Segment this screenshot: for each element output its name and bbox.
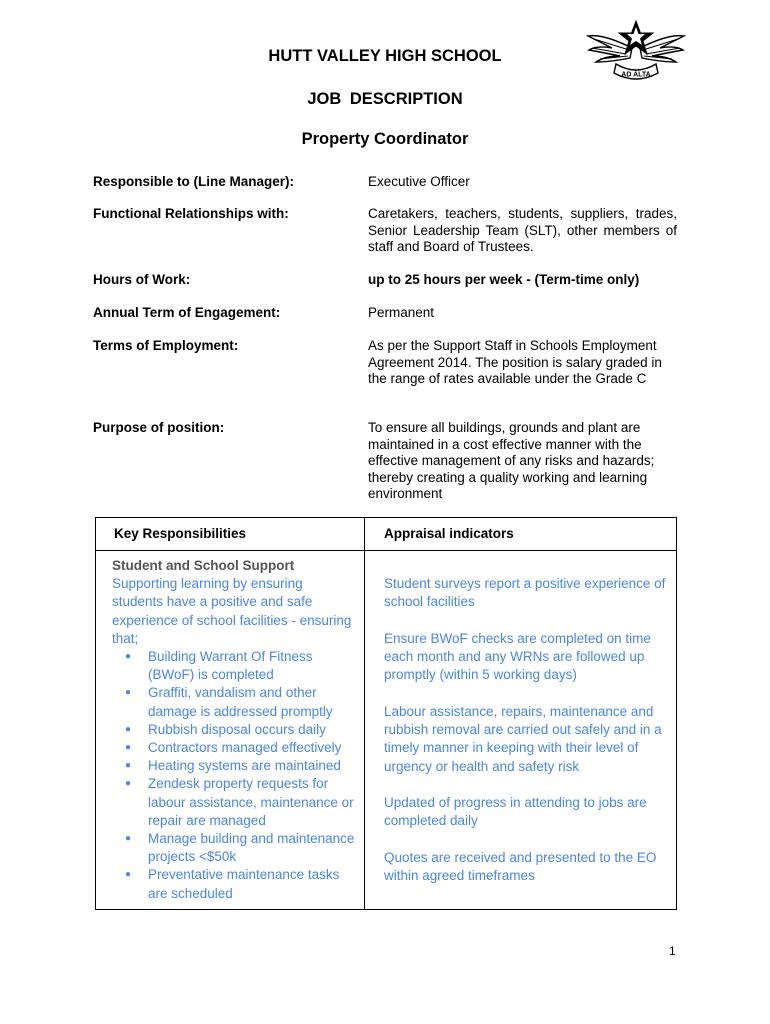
- logo-motto: AD ALTA: [621, 71, 651, 79]
- section-title: Student and School Support: [112, 558, 295, 573]
- term-of-engagement-label: Annual Term of Engagement:: [93, 305, 281, 320]
- list-item: ● Contractors managed effectively: [112, 739, 357, 757]
- terms-of-employment-value: As per the Support Staff in Schools Employment Agreement 2014. The position is salary graded in the range of rates available under the Grade C: [368, 338, 662, 386]
- list-item: ● Building Warrant Of Fitness (BWoF) is completed: [112, 648, 357, 684]
- indicator-item: Ensure BWoF checks are completed on time each month and any WRNs are followed up promptly (within 5 working days): [384, 631, 651, 683]
- table-header-divider: [96, 550, 676, 551]
- list-item: ● Zendesk property requests for labour assistance, maintenance or repair are managed: [112, 775, 357, 830]
- functional-relationships-value: Caretakers, teachers, students, suppliers, trades, Senior Leadership Team (SLT), other members of staff and Board of Trustees.: [368, 206, 677, 254]
- list-item: ● Rubbish disposal occurs daily: [112, 721, 357, 739]
- role-title: Property Coordinator: [301, 130, 469, 148]
- page-number: 1: [669, 944, 676, 958]
- indicator-item: Updated of progress in attending to jobs are completed daily: [384, 795, 647, 829]
- purpose-value: To ensure all buildings, grounds and plant are maintained in a cost effective manner with the effective management of any risks and hazards; thereby creating a quality working and learning environment: [368, 420, 655, 501]
- section-intro: Supporting learning by ensuring students have a positive and safe experience of school facilities - ensuring that;: [112, 576, 352, 646]
- school-name: HUTT VALLEY HIGH SCHOOL: [268, 47, 502, 65]
- purpose-label: Purpose of position:: [93, 420, 225, 435]
- functional-relationships-label: Functional Relationships with:: [93, 206, 289, 221]
- term-of-engagement-value: Permanent: [368, 305, 435, 320]
- list-item: ● Graffiti, vandalism and other damage is addressed promptly: [112, 684, 357, 720]
- responsibilities-cell: [112, 557, 357, 903]
- header-appraisal-indicators: Appraisal indicators: [384, 526, 514, 541]
- responsibilities-table: [95, 517, 677, 910]
- responsible-to-label: Responsible to (Line Manager):: [93, 174, 295, 189]
- header-key-responsibilities: Key Responsibilities: [114, 526, 247, 541]
- responsibility-list: [112, 648, 357, 903]
- indicator-item: Labour assistance, repairs, maintenance and rubbish removal are carried out safely and in a timely manner in keeping with their level of urgency or health and safety risk: [384, 704, 662, 774]
- indicator-item: Student surveys report a positive experience of school facilities: [384, 576, 666, 610]
- table-column-divider: [364, 518, 365, 909]
- list-item: ● Heating systems are maintained: [112, 757, 357, 775]
- list-item: ● Manage building and maintenance projects <$50k: [112, 830, 357, 866]
- terms-of-employment-label: Terms of Employment:: [93, 338, 239, 353]
- hours-of-work-label: Hours of Work:: [93, 272, 191, 287]
- hours-of-work-value: up to 25 hours per week - (Term-time only): [368, 272, 640, 287]
- indicator-item: Quotes are received and presented to the EO within agreed timeframes: [384, 850, 657, 884]
- list-item: ● Preventative maintenance tasks are scheduled: [112, 866, 357, 902]
- document-type: JOB DESCRIPTION: [307, 90, 463, 108]
- responsible-to-value: Executive Officer: [368, 174, 470, 189]
